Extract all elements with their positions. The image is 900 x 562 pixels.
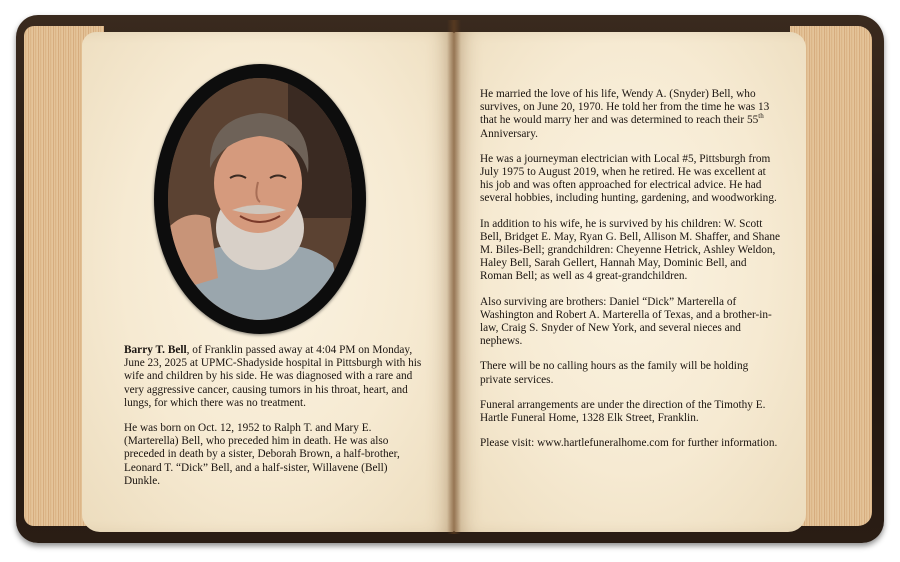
portrait-frame [154,64,366,334]
deceased-name: Barry T. Bell [124,344,187,356]
left-column-text [124,344,424,500]
portrait-illustration [168,78,352,320]
survivors-paragraph: In addition to his wife, he is survived by his children: W. Scott Bell, Bridget E. May, Ryan G. Bell, Allison M. Shaffer, and Shane M. Biles-Bell; grandchildren: Cheyenne Hetrick, Ashley Weldon, Haley Bell, Sarah Gellert, Hannah May, Dominic Bell, and Roman Bell; as well as 4 great-grandchildren. [480,217,780,283]
career-paragraph: He was a journeyman electrician with Local #5, Pittsburgh from July 1975 to August 2019, when he retired. He was excellent at his job and was often approached for electrical advice. He had several hobbies, including hunting, gardening, and woodworking. [480,152,777,205]
intro-paragraph [124,344,424,410]
marriage-end: Anniversary. [480,127,538,140]
marriage-text: He married the love of his life, Wendy A. (Snyder) Bell, who survives, on June 20, 1970. He told her from the time he was 13 that he would marry her and was determined to reach their 55 [480,88,770,127]
right-column-text [480,88,780,462]
portrait-photo [168,78,352,320]
ordinal-suffix: th [758,112,764,121]
book-gutter [447,20,461,534]
intro-text: , of Franklin passed away at 4:04 PM on Monday, June 23, 2025 at UPMC-Shadyside hospital in Pittsburgh with his wife and children by his side. He was diagnosed with a rare and very aggressive cancer, causing tumors in his throat, heart, and lungs, for which there was no treatment. [124,344,422,409]
visit-paragraph: Please visit: www.hartlefuneralhome.com for further information. [480,437,778,450]
birth-paragraph: He was born on Oct. 12, 1952 to Ralph T. and Mary E. (Marterella) Bell, who preceded him in death. He was also preceded in death by a sister, Deborah Brown, a half-brother, Leonard T. “Dick” Bell, and a half-sister, Willavene (Bell) Dunkle. [124,422,400,487]
funeral-paragraph: Funeral arrangements are under the direction of the Timothy E. Hartle Funeral Home, 1328 Elk Street, Franklin. [480,398,766,425]
marriage-paragraph [480,88,780,141]
calling-hours-paragraph: There will be no calling hours as the family will be holding private services. [480,360,749,386]
brothers-paragraph: Also surviving are brothers: Daniel “Dick” Marterella of Washington and Robert A. Marterella of Texas, and a brother-in-law, Craig S. Snyder of New York, and several nieces and nephews. [480,295,772,348]
